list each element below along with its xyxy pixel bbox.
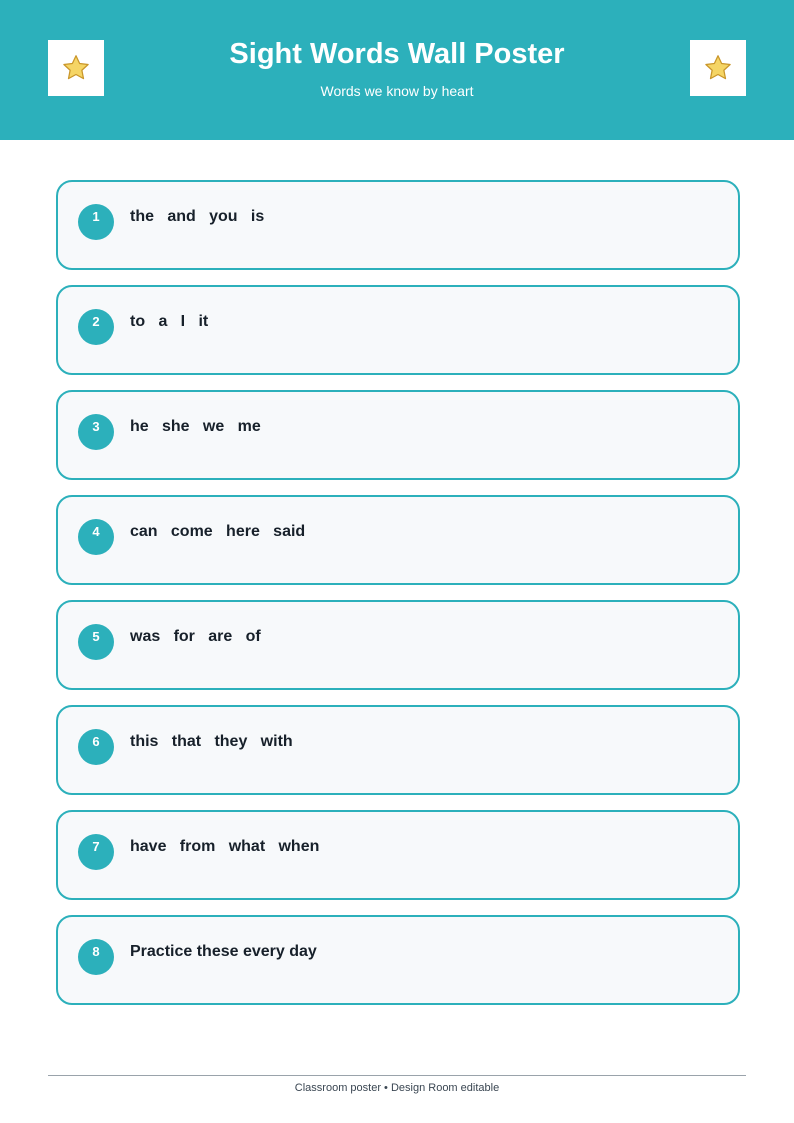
row-number-badge: 5 — [78, 624, 114, 660]
poster-header — [0, 0, 794, 140]
word-group: can come here said — [130, 523, 306, 540]
row-number-badge: 2 — [78, 309, 114, 345]
word-row — [56, 915, 740, 1005]
word-list — [56, 180, 740, 1020]
word-group: to a I it — [130, 313, 209, 330]
star-icon — [703, 53, 733, 83]
row-number-badge: 7 — [78, 834, 114, 870]
footer-note: Classroom poster • Design Room editable — [294, 1082, 500, 1094]
word-row — [56, 495, 740, 585]
row-number-badge: 4 — [78, 519, 114, 555]
poster-title: Sight Words Wall Poster — [229, 38, 565, 70]
word-row — [56, 285, 740, 375]
footer-divider — [48, 1075, 746, 1076]
word-row — [56, 600, 740, 690]
word-row — [56, 810, 740, 900]
row-number-badge: 8 — [78, 939, 114, 975]
word-row — [56, 180, 740, 270]
word-group: was for are of — [130, 628, 261, 645]
word-row — [56, 390, 740, 480]
word-row — [56, 705, 740, 795]
word-group: he she we me — [130, 418, 261, 435]
word-group: Practice these every day — [130, 943, 317, 960]
word-group: this that they with — [130, 733, 293, 750]
row-number-badge: 6 — [78, 729, 114, 765]
row-number-badge: 3 — [78, 414, 114, 450]
word-group: the and you is — [130, 208, 265, 225]
word-group: have from what when — [130, 838, 320, 855]
star-badge-right — [690, 40, 746, 96]
poster-subtitle: Words we know by heart — [320, 83, 474, 99]
row-number-badge: 1 — [78, 204, 114, 240]
